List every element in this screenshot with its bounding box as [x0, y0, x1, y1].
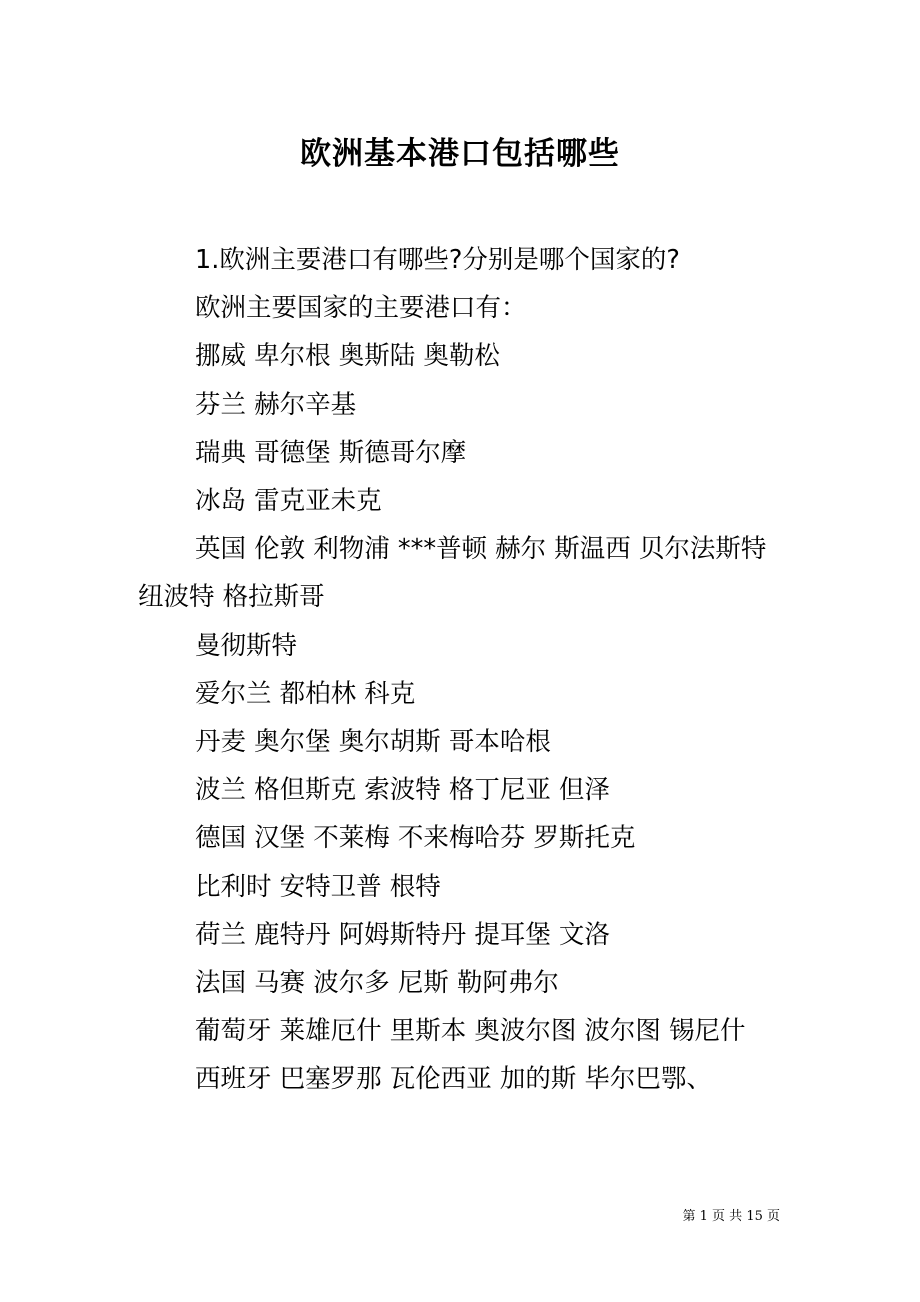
- paragraph: 瑞典 哥德堡 斯德哥尔摩: [195, 437, 467, 468]
- paragraph: 曼彻斯特: [195, 630, 298, 661]
- paragraph: 爱尔兰 都柏林 科克: [195, 678, 416, 709]
- paragraph: 丹麦 奥尔堡 奥尔胡斯 哥本哈根: [195, 727, 551, 758]
- paragraph: 英国 伦敦 利物浦 ***普顿 赫尔 斯温西 贝尔法斯特 纽波特 格拉斯哥: [138, 534, 767, 613]
- paragraph: 波兰 格但斯克 索波特 格丁尼亚 但泽: [195, 775, 610, 806]
- paragraph: 法国 马赛 波尔多 尼斯 勒阿弗尔: [195, 968, 559, 999]
- paragraph: 芬兰 赫尔辛基: [195, 389, 357, 420]
- paragraph: 荷兰 鹿特丹 阿姆斯特丹 提耳堡 文洛: [195, 919, 610, 950]
- paragraph: 挪威 卑尔根 奥斯陆 奥勒松: [195, 341, 500, 372]
- paragraph: 西班牙 巴塞罗那 瓦伦西亚 加的斯 毕尔巴鄂、: [195, 1064, 712, 1095]
- paragraph: 1.欧洲主要港口有哪些?分别是哪个国家的?: [195, 245, 680, 275]
- document-title: 欧洲基本港口包括哪些: [300, 136, 620, 172]
- paragraph: 德国 汉堡 不莱梅 不来梅哈芬 罗斯托克: [195, 823, 636, 854]
- page-number-footer: 第 1 页 共 15 页: [682, 1209, 780, 1224]
- paragraph: 葡萄牙 莱雄厄什 里斯本 奥波尔图 波尔图 锡尼什: [195, 1016, 746, 1047]
- paragraph: 欧洲主要国家的主要港口有：: [195, 293, 527, 324]
- paragraph: 冰岛 雷克亚未克: [195, 486, 382, 517]
- document-body: [138, 236, 783, 1104]
- paragraph: 比利时 安特卫普 根特: [195, 871, 441, 902]
